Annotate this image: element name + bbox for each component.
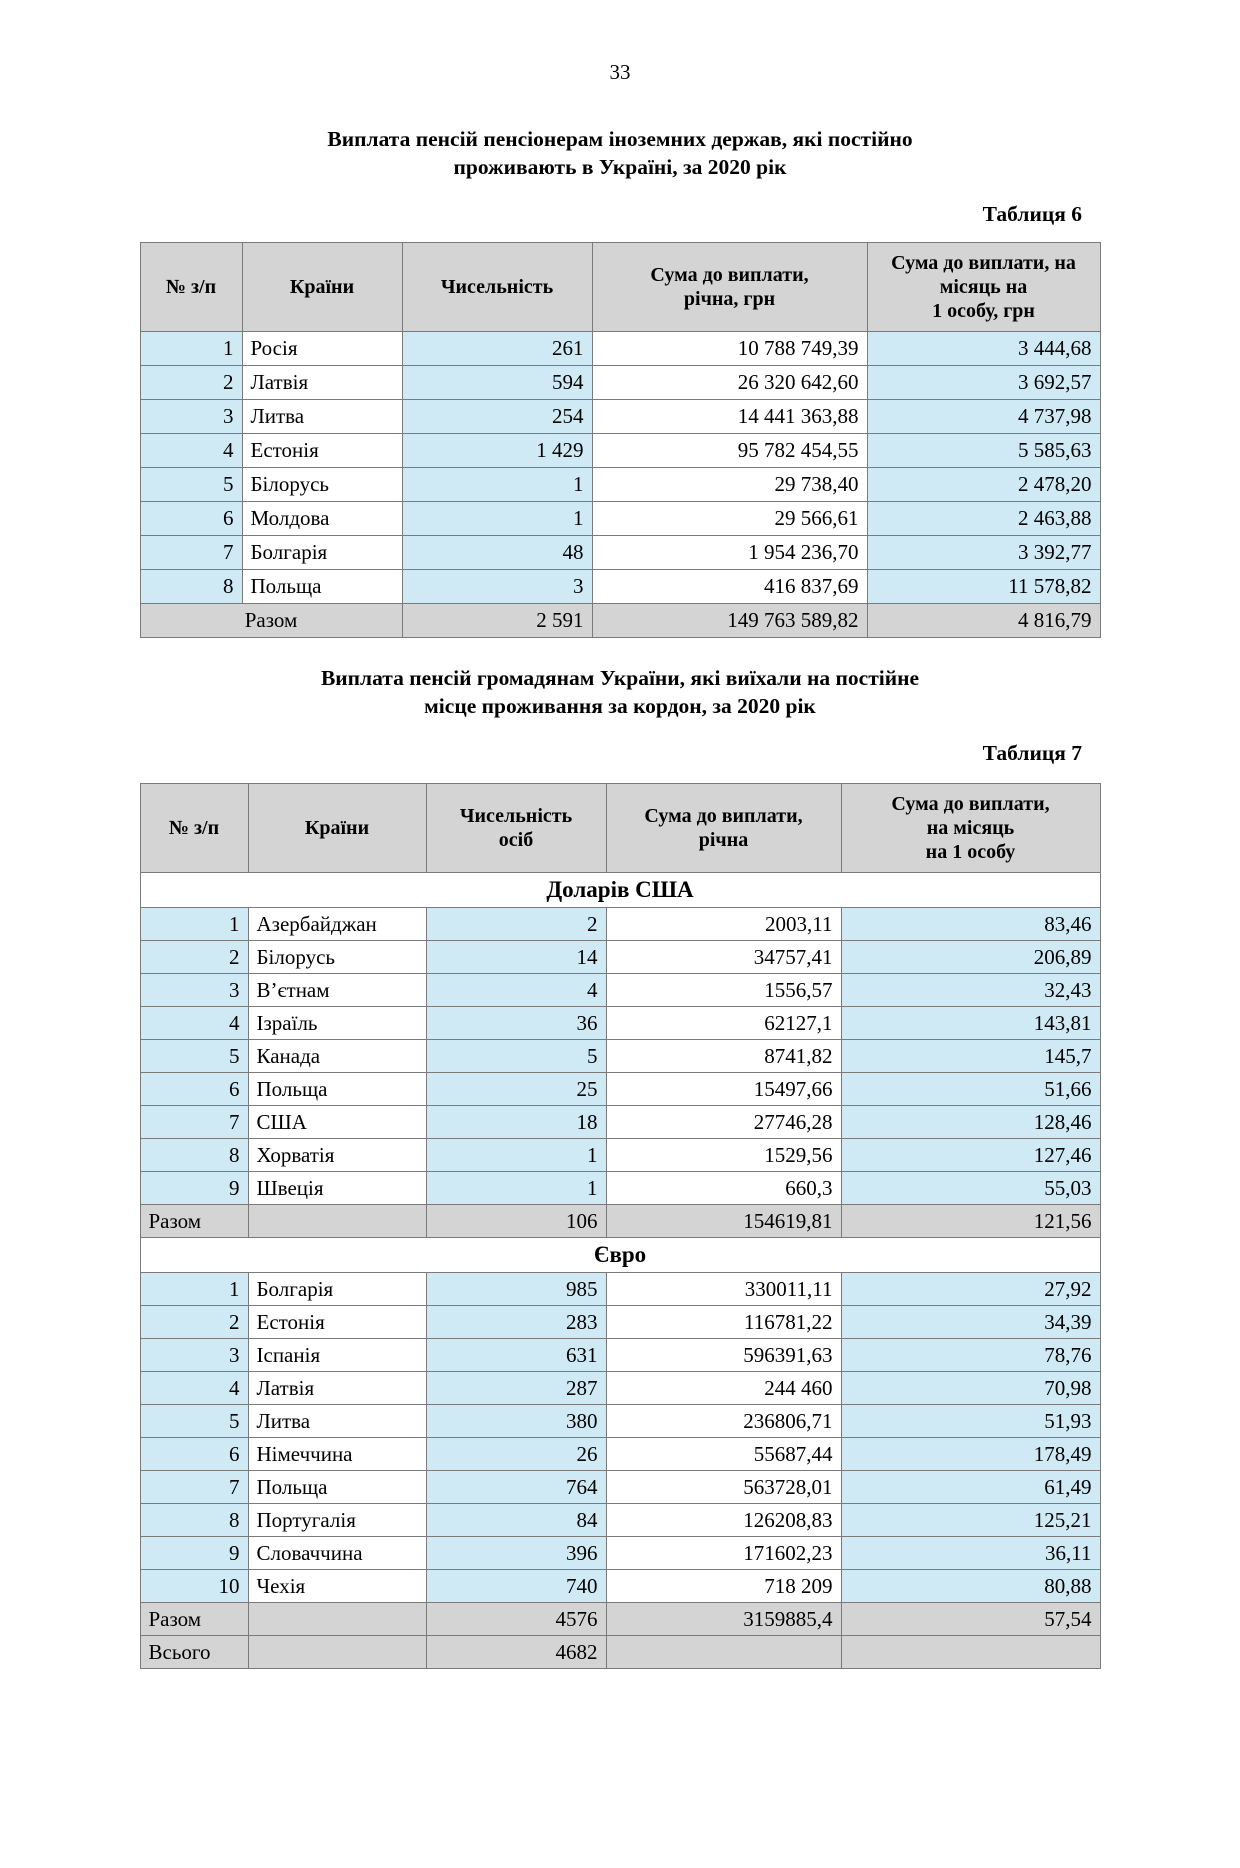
row-annual: 126208,83 xyxy=(606,1504,841,1537)
row-monthly: 51,66 xyxy=(841,1073,1100,1106)
row-country: Білорусь xyxy=(242,468,402,502)
row-index: 6 xyxy=(140,502,242,536)
row-monthly: 70,98 xyxy=(841,1372,1100,1405)
total-count: 106 xyxy=(426,1205,606,1238)
row-annual: 1 954 236,70 xyxy=(592,536,867,570)
total-monthly: 57,54 xyxy=(841,1603,1100,1636)
table6-header-annual-line1: Сума до виплати, xyxy=(650,264,809,286)
page-number: 33 xyxy=(609,60,631,84)
row-index: 1 xyxy=(140,908,248,941)
row-country: Молдова xyxy=(242,502,402,536)
row-count: 1 xyxy=(426,1139,606,1172)
row-count: 1 xyxy=(402,502,592,536)
total-annual xyxy=(606,1636,841,1669)
row-monthly: 143,81 xyxy=(841,1007,1100,1040)
row-monthly: 128,46 xyxy=(841,1106,1100,1139)
table6-header-monthly-line2: місяць на xyxy=(939,276,1028,298)
row-annual: 27746,28 xyxy=(606,1106,841,1139)
row-country: Ізраїль xyxy=(248,1007,426,1040)
total-label: Разом xyxy=(140,604,402,638)
table-row xyxy=(140,974,1100,1007)
row-count: 1 xyxy=(402,468,592,502)
table-grand-total-row xyxy=(140,1636,1100,1669)
table-row xyxy=(140,1139,1100,1172)
row-annual: 244 460 xyxy=(606,1372,841,1405)
table7-header-monthly-line1: Сума до виплати, xyxy=(891,793,1050,815)
row-count: 36 xyxy=(426,1007,606,1040)
table7-body xyxy=(140,873,1100,1669)
table-total-row xyxy=(140,604,1100,638)
row-annual: 171602,23 xyxy=(606,1537,841,1570)
table7-title-line1: Виплата пенсій громадянам України, які виїхали на постійне xyxy=(320,666,920,690)
row-annual: 55687,44 xyxy=(606,1438,841,1471)
row-country: Естонія xyxy=(242,434,402,468)
total-monthly: 121,56 xyxy=(841,1205,1100,1238)
table-row xyxy=(140,1172,1100,1205)
section-label: Доларів США xyxy=(140,873,1100,908)
row-count: 287 xyxy=(426,1372,606,1405)
row-count: 254 xyxy=(402,400,592,434)
table-row xyxy=(140,1040,1100,1073)
table-row xyxy=(140,400,1100,434)
row-country: Іспанія xyxy=(248,1339,426,1372)
row-index: 4 xyxy=(140,1007,248,1040)
table7-header-no: № з/п xyxy=(140,784,248,873)
table7-header-row xyxy=(140,784,1100,873)
row-monthly: 127,46 xyxy=(841,1139,1100,1172)
row-monthly: 11 578,82 xyxy=(867,570,1100,604)
row-annual: 34757,41 xyxy=(606,941,841,974)
row-annual: 29 566,61 xyxy=(592,502,867,536)
row-annual: 14 441 363,88 xyxy=(592,400,867,434)
row-country: Швеція xyxy=(248,1172,426,1205)
total-annual: 149 763 589,82 xyxy=(592,604,867,638)
row-country: Болгарія xyxy=(248,1273,426,1306)
document-page xyxy=(0,62,1240,1868)
row-index: 1 xyxy=(140,1273,248,1306)
table6-header-annual-line2: річна, грн xyxy=(683,288,776,310)
total-label: Всього xyxy=(140,1636,248,1669)
table-row xyxy=(140,1438,1100,1471)
table6-header-no: № з/п xyxy=(140,243,242,332)
row-country: Словаччина xyxy=(248,1537,426,1570)
table7-header-country: Країни xyxy=(248,784,426,873)
total-annual: 3159885,4 xyxy=(606,1603,841,1636)
table6-title-line2: проживають в Україні, за 2020 рік xyxy=(453,155,787,180)
row-country: Польща xyxy=(242,570,402,604)
table7-header-annual-line1: Сума до виплати, xyxy=(644,805,803,827)
section-label: Євро xyxy=(140,1238,1100,1273)
row-monthly: 3 444,68 xyxy=(867,332,1100,366)
row-index: 5 xyxy=(140,468,242,502)
row-count: 594 xyxy=(402,366,592,400)
row-annual: 236806,71 xyxy=(606,1405,841,1438)
table7-title xyxy=(240,664,1000,721)
row-index: 7 xyxy=(140,536,242,570)
table7-header-monthly-line3: на 1 особу xyxy=(925,841,1016,863)
row-index: 7 xyxy=(140,1471,248,1504)
table-row xyxy=(140,1073,1100,1106)
table7-header-count-line1: Чисельність xyxy=(459,805,573,827)
row-annual: 596391,63 xyxy=(606,1339,841,1372)
row-country: Азербайджан xyxy=(248,908,426,941)
row-monthly: 34,39 xyxy=(841,1306,1100,1339)
table-row xyxy=(140,1339,1100,1372)
row-index: 2 xyxy=(140,941,248,974)
row-count: 84 xyxy=(426,1504,606,1537)
row-monthly: 55,03 xyxy=(841,1172,1100,1205)
row-monthly: 125,21 xyxy=(841,1504,1100,1537)
table-row xyxy=(140,1504,1100,1537)
row-monthly: 61,49 xyxy=(841,1471,1100,1504)
row-monthly: 145,7 xyxy=(841,1040,1100,1073)
row-country: В’єтнам xyxy=(248,974,426,1007)
row-country: США xyxy=(248,1106,426,1139)
table-row xyxy=(140,1273,1100,1306)
table-row xyxy=(140,1306,1100,1339)
table6-caption: Таблиця 6 xyxy=(982,201,1082,226)
table-row xyxy=(140,908,1100,941)
row-count: 764 xyxy=(426,1471,606,1504)
row-country: Латвія xyxy=(242,366,402,400)
row-monthly: 78,76 xyxy=(841,1339,1100,1372)
row-index: 2 xyxy=(140,366,242,400)
row-monthly: 27,92 xyxy=(841,1273,1100,1306)
table-total-row-eur xyxy=(140,1603,1100,1636)
row-monthly: 2 478,20 xyxy=(867,468,1100,502)
table-row xyxy=(140,468,1100,502)
table7-header-monthly xyxy=(841,784,1100,873)
row-index: 6 xyxy=(140,1438,248,1471)
row-country: Литва xyxy=(248,1405,426,1438)
row-annual: 29 738,40 xyxy=(592,468,867,502)
row-annual: 330011,11 xyxy=(606,1273,841,1306)
total-annual: 154619,81 xyxy=(606,1205,841,1238)
row-monthly: 3 692,57 xyxy=(867,366,1100,400)
table7-header-count-line2: осіб xyxy=(498,829,534,851)
table-row xyxy=(140,1106,1100,1139)
total-label: Разом xyxy=(140,1205,248,1238)
row-index: 9 xyxy=(140,1537,248,1570)
row-annual: 416 837,69 xyxy=(592,570,867,604)
total-label: Разом xyxy=(140,1603,248,1636)
row-count: 985 xyxy=(426,1273,606,1306)
row-country: Болгарія xyxy=(242,536,402,570)
row-index: 9 xyxy=(140,1172,248,1205)
table7-header-monthly-line2: на місяць xyxy=(926,817,1015,839)
table-row xyxy=(140,502,1100,536)
table-row xyxy=(140,1372,1100,1405)
table-row xyxy=(140,332,1100,366)
table6-header-count: Чисельність xyxy=(402,243,592,332)
row-annual: 8741,82 xyxy=(606,1040,841,1073)
row-count: 1 xyxy=(426,1172,606,1205)
row-country: Естонія xyxy=(248,1306,426,1339)
row-index: 5 xyxy=(140,1040,248,1073)
section-header-eur xyxy=(140,1238,1100,1273)
row-count: 3 xyxy=(402,570,592,604)
row-count: 380 xyxy=(426,1405,606,1438)
row-index: 6 xyxy=(140,1073,248,1106)
row-index: 1 xyxy=(140,332,242,366)
row-monthly: 83,46 xyxy=(841,908,1100,941)
table6-header-monthly xyxy=(867,243,1100,332)
row-index: 3 xyxy=(140,974,248,1007)
row-index: 4 xyxy=(140,1372,248,1405)
total-monthly: 4 816,79 xyxy=(867,604,1100,638)
table6-header-annual xyxy=(592,243,867,332)
total-country xyxy=(248,1603,426,1636)
row-annual: 26 320 642,60 xyxy=(592,366,867,400)
total-monthly xyxy=(841,1636,1100,1669)
row-index: 4 xyxy=(140,434,242,468)
row-count: 740 xyxy=(426,1570,606,1603)
row-annual: 1529,56 xyxy=(606,1139,841,1172)
row-country: Польща xyxy=(248,1471,426,1504)
table-row xyxy=(140,366,1100,400)
row-monthly: 2 463,88 xyxy=(867,502,1100,536)
row-annual: 10 788 749,39 xyxy=(592,332,867,366)
table7-title-line2: місце проживання за кордон, за 2020 рік xyxy=(424,694,816,719)
table6-header-country: Країни xyxy=(242,243,402,332)
row-count: 48 xyxy=(402,536,592,570)
table6-header-row xyxy=(140,243,1100,332)
row-index: 8 xyxy=(140,570,242,604)
table-row xyxy=(140,1537,1100,1570)
row-annual: 2003,11 xyxy=(606,908,841,941)
row-count: 25 xyxy=(426,1073,606,1106)
table6-body xyxy=(140,332,1100,638)
row-annual: 62127,1 xyxy=(606,1007,841,1040)
total-count: 4576 xyxy=(426,1603,606,1636)
row-index: 8 xyxy=(140,1504,248,1537)
table-row xyxy=(140,1570,1100,1603)
row-country: Німеччина xyxy=(248,1438,426,1471)
row-country: Чехія xyxy=(248,1570,426,1603)
row-country: Польща xyxy=(248,1073,426,1106)
row-monthly: 3 392,77 xyxy=(867,536,1100,570)
total-country xyxy=(248,1636,426,1669)
row-monthly: 5 585,63 xyxy=(867,434,1100,468)
row-count: 14 xyxy=(426,941,606,974)
row-country: Хорватія xyxy=(248,1139,426,1172)
row-monthly: 36,11 xyxy=(841,1537,1100,1570)
table6-header-monthly-line3: 1 особу, грн xyxy=(932,300,1035,322)
table7-header-annual xyxy=(606,784,841,873)
row-monthly: 51,93 xyxy=(841,1405,1100,1438)
table7-header-count xyxy=(426,784,606,873)
row-monthly: 80,88 xyxy=(841,1570,1100,1603)
row-country: Португалія xyxy=(248,1504,426,1537)
table6-header-monthly-line1: Сума до виплати, на xyxy=(891,252,1076,274)
row-monthly: 206,89 xyxy=(841,941,1100,974)
table7-caption: Таблиця 7 xyxy=(982,740,1082,765)
table-row xyxy=(140,570,1100,604)
row-index: 10 xyxy=(140,1570,248,1603)
row-country: Канада xyxy=(248,1040,426,1073)
row-count: 5 xyxy=(426,1040,606,1073)
table7 xyxy=(140,783,1101,1669)
row-count: 26 xyxy=(426,1438,606,1471)
row-index: 5 xyxy=(140,1405,248,1438)
row-country: Росія xyxy=(242,332,402,366)
row-annual: 116781,22 xyxy=(606,1306,841,1339)
total-count: 4682 xyxy=(426,1636,606,1669)
row-monthly: 32,43 xyxy=(841,974,1100,1007)
row-count: 4 xyxy=(426,974,606,1007)
row-index: 8 xyxy=(140,1139,248,1172)
row-index: 7 xyxy=(140,1106,248,1139)
row-country: Білорусь xyxy=(248,941,426,974)
row-index: 3 xyxy=(140,1339,248,1372)
row-index: 2 xyxy=(140,1306,248,1339)
total-count: 2 591 xyxy=(402,604,592,638)
row-annual: 563728,01 xyxy=(606,1471,841,1504)
row-count: 283 xyxy=(426,1306,606,1339)
row-annual: 15497,66 xyxy=(606,1073,841,1106)
table-row xyxy=(140,941,1100,974)
row-annual: 1556,57 xyxy=(606,974,841,1007)
total-country xyxy=(248,1205,426,1238)
row-count: 631 xyxy=(426,1339,606,1372)
row-monthly: 4 737,98 xyxy=(867,400,1100,434)
row-index: 3 xyxy=(140,400,242,434)
row-count: 18 xyxy=(426,1106,606,1139)
table-row xyxy=(140,1007,1100,1040)
table-row xyxy=(140,1471,1100,1504)
table6-title-line1: Виплата пенсій пенсіонерам іноземних держав, які постійно xyxy=(327,127,913,151)
section-header-usd xyxy=(140,873,1100,908)
table-row xyxy=(140,1405,1100,1438)
row-monthly: 178,49 xyxy=(841,1438,1100,1471)
row-country: Латвія xyxy=(248,1372,426,1405)
row-count: 1 429 xyxy=(402,434,592,468)
row-country: Литва xyxy=(242,400,402,434)
row-annual: 660,3 xyxy=(606,1172,841,1205)
table-row xyxy=(140,536,1100,570)
table7-header-annual-line2: річна xyxy=(698,829,749,851)
table6 xyxy=(140,242,1101,638)
row-count: 2 xyxy=(426,908,606,941)
table6-title xyxy=(240,125,1000,182)
row-annual: 718 209 xyxy=(606,1570,841,1603)
row-count: 396 xyxy=(426,1537,606,1570)
row-annual: 95 782 454,55 xyxy=(592,434,867,468)
table-total-row-usd xyxy=(140,1205,1100,1238)
row-count: 261 xyxy=(402,332,592,366)
table-row xyxy=(140,434,1100,468)
